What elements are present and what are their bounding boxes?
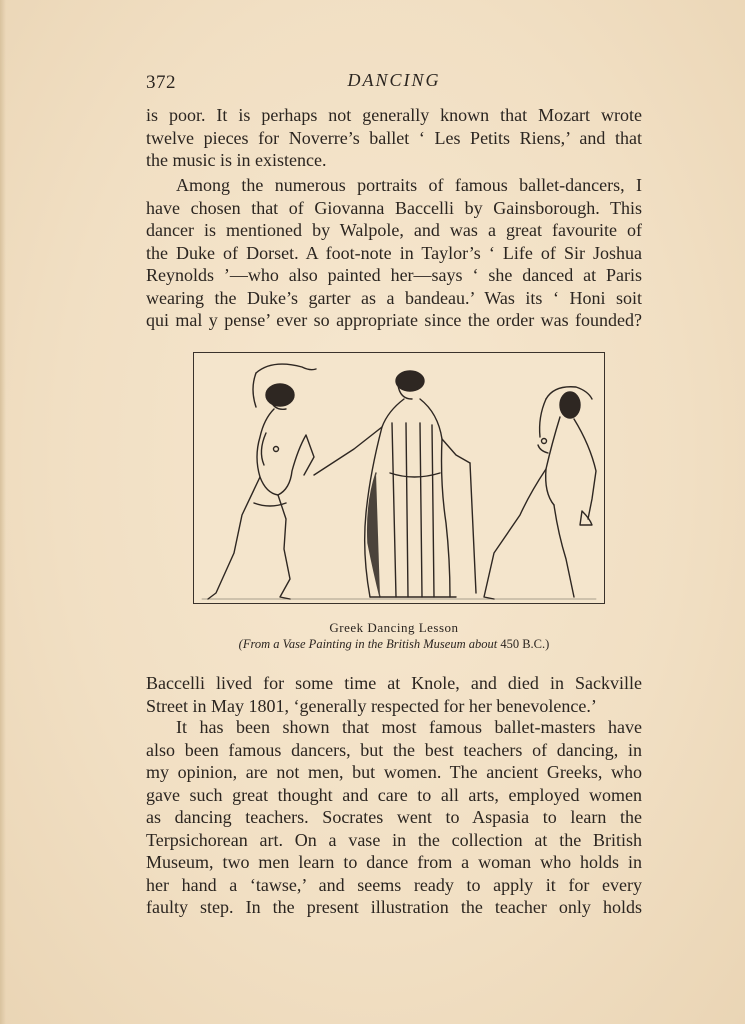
text-line: dancer is mentioned by Walpole, and was a great favourite of bbox=[146, 220, 642, 240]
text-line: Terpsichorean art. On a vase in the collection at the British bbox=[146, 829, 642, 850]
text-line: Among the numerous portraits of famous ballet-dancers, I bbox=[176, 175, 642, 195]
caption-source-date: 450 B.C.) bbox=[500, 637, 550, 651]
left-dancer-figure bbox=[208, 364, 316, 599]
paragraph-3 bbox=[146, 672, 642, 717]
text-line: gave such great thought and care to all arts, employed women bbox=[146, 784, 642, 805]
paragraph-1 bbox=[146, 104, 642, 172]
page-edge-shading bbox=[0, 0, 6, 1024]
text-line: have chosen that of Giovanna Baccelli by Gainsborough. This bbox=[146, 197, 642, 218]
text-line: faulty step. In the present illustration the teacher only holds bbox=[146, 897, 642, 917]
figure-caption-source bbox=[146, 637, 642, 652]
text-line: the music is in existence. bbox=[146, 150, 327, 170]
vase-painting-drawing bbox=[194, 353, 604, 603]
text-line: is poor. It is perhaps not generally known that Mozart wrote bbox=[146, 105, 642, 125]
text-line: twelve pieces for Noverre’s ballet ‘ Les Petits Riens,’ and that bbox=[146, 127, 642, 148]
text-line: Baccelli lived for some time at Knole, and died in Sackville bbox=[146, 673, 642, 693]
right-dancer-figure bbox=[484, 387, 596, 599]
caption-source-italic: (From a Vase Painting in the British Museum about bbox=[238, 637, 498, 651]
text-line: Reynolds ’—who also painted her—says ‘ she danced at Paris bbox=[146, 265, 642, 285]
page-header bbox=[146, 70, 642, 96]
text-line: It has been shown that most famous ballet-masters have bbox=[176, 717, 642, 737]
running-title: DANCING bbox=[347, 70, 441, 90]
text-line: Street in May 1801, ‘generally respected for her benevolence.’ bbox=[146, 695, 597, 716]
teacher-figure bbox=[314, 371, 476, 597]
text-line: as dancing teachers. Socrates went to Aspasia to learn the bbox=[146, 807, 642, 827]
paragraph-4 bbox=[146, 716, 642, 919]
page-number: 372 bbox=[146, 72, 176, 93]
greek-dancing-lesson-illustration bbox=[193, 352, 605, 604]
text-line: my opinion, are not men, but women. The ancient Greeks, who bbox=[146, 762, 642, 782]
text-line: wearing the Duke’s garter as a bandeau.’ Was its ‘ Honi soit bbox=[146, 287, 642, 308]
paragraph-2 bbox=[146, 174, 642, 332]
text-line: qui mal y pense’ ever so appropriate since the order was founded? bbox=[146, 310, 642, 330]
text-line: the Duke of Dorset. A foot-note in Taylor’s ‘ Life of Sir Joshua bbox=[146, 242, 642, 263]
text-line: her hand a ‘tawse,’ and seems ready to apply it for every bbox=[146, 874, 642, 895]
text-line: Museum, two men learn to dance from a woman who holds in bbox=[146, 852, 642, 872]
text-line: also been famous dancers, but the best teachers of dancing, in bbox=[146, 739, 642, 760]
figure-caption-title: Greek Dancing Lesson bbox=[329, 620, 459, 635]
